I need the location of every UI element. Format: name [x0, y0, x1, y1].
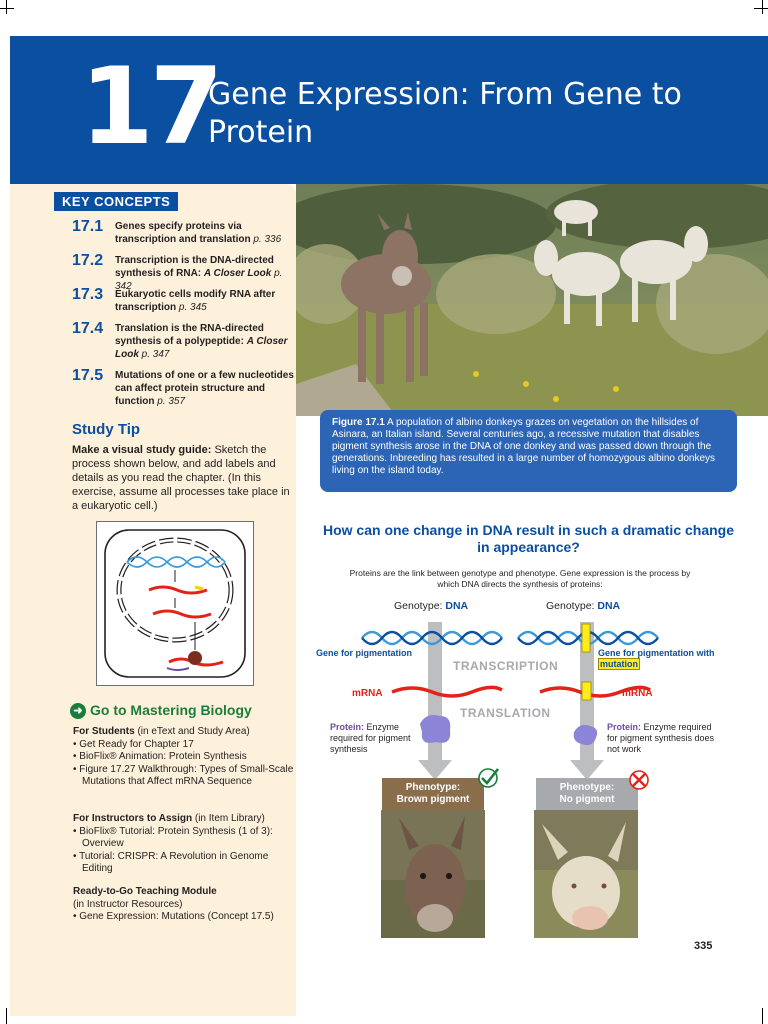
mrna-label-right: mRNA: [622, 688, 653, 699]
phenotype-brown-box: Phenotype: Brown pigment: [382, 778, 484, 810]
students-note: (in eText and Study Area): [137, 726, 250, 737]
study-tip-text: Sketch the process shown below, and add labels and details as you read the chapter. (In this exercise, assume all processes take place in a eukaryotic cell.): [72, 444, 290, 512]
protein-label-right: Protein: Enzyme required for pigment synthesis does not work: [607, 722, 715, 754]
list-item[interactable]: • Figure 17.27 Walkthrough: Types of Small-Scale Mutations that Affect mRNA Sequence: [73, 763, 294, 787]
key-concepts-label: KEY CONCEPTS: [54, 192, 178, 211]
genotype-right: Genotype: DNA: [546, 600, 621, 612]
concept-text: Translation is the RNA-directed synthesis of a polypeptide:: [115, 323, 264, 347]
mutation-highlight: mutation: [600, 659, 638, 669]
study-tip-body: [72, 443, 292, 513]
phenotype-none-box: Phenotype: No pigment: [536, 778, 638, 810]
concept-number: 17.1: [72, 218, 104, 235]
concept-text: Mutations of one or a few nucleotides can affect protein structure and function: [115, 370, 294, 407]
concept-page: p. 357: [157, 396, 186, 407]
arrow-right-icon: ➜: [70, 703, 86, 719]
concept-number: 17.4: [72, 320, 104, 337]
list-item[interactable]: • Get Ready for Chapter 17: [73, 738, 194, 750]
students-heading: For Students: [73, 726, 135, 737]
check-icon: [476, 767, 500, 789]
concept-number: 17.3: [72, 286, 104, 303]
mastering-title: Go to Mastering Biology: [90, 702, 252, 718]
diagram-question: How can one change in DNA result in such a dramatic change in appearance?: [322, 522, 735, 555]
genotype-left: Genotype: DNA: [394, 600, 469, 612]
list-item[interactable]: • Tutorial: CRISPR: A Revolution in Genome Editing: [73, 850, 269, 874]
study-tip-title: Study Tip: [72, 421, 141, 438]
concept-number: 17.2: [72, 252, 104, 269]
no-icon: [628, 769, 650, 791]
instructors-note: (in Item Library): [194, 813, 265, 824]
gene-label-left: Gene for pigmentation: [316, 648, 413, 658]
for-students-list: [73, 726, 295, 789]
concept-page: p. 336: [253, 234, 282, 245]
list-item[interactable]: • BioFlix® Tutorial: Protein Synthesis (1 of 3): Overview: [73, 825, 273, 849]
module-heading: Ready-to-Go Teaching Module: [73, 886, 217, 897]
mrna-label-left: mRNA: [352, 688, 383, 699]
chapter-number: 17: [80, 45, 220, 168]
concept-text: Transcription is the DNA-directed synthesis of RNA:: [115, 255, 274, 279]
concept-number: 17.5: [72, 367, 104, 384]
teaching-module-list: [73, 886, 295, 924]
translation-label: TRANSLATION: [460, 706, 551, 720]
list-item[interactable]: • BioFlix® Animation: Protein Synthesis: [73, 751, 247, 762]
albino-donkey-photo: [534, 810, 638, 938]
cell-sketch: [96, 521, 254, 686]
module-note: (in Instructor Resources): [73, 898, 183, 910]
figure-caption: [320, 410, 737, 492]
protein-label-left: Protein: Enzyme required for pigment synthesis: [330, 722, 411, 754]
concept-page: p. 347: [141, 349, 170, 360]
for-instructors-list: [73, 813, 295, 876]
concept-page: p. 345: [178, 302, 207, 313]
diagram-intro: Proteins are the link between genotype and phenotype. Gene expression is the process by which DNA directs the synthesis of proteins:: [349, 568, 691, 589]
figure-caption-text: A population of albino donkeys grazes on vegetation on the hillsides of Asinara, an Italian island. Several centuries ago, a recessive mutation that disables pigment synthesis arose in the DNA of one donkey and was passed down through the generations. Inbreeding has resulted in a large number of homozygous albino donkeys living on the island today.: [332, 417, 716, 476]
concept-page: p. 342: [115, 268, 283, 292]
concept-italic: A Closer Look: [203, 268, 272, 279]
gene-label-right: Gene for pigmentation with mutation: [598, 648, 715, 669]
concept-italic: A Closer Look: [115, 336, 288, 360]
chapter-title: Gene Expression: From Gene to Protein: [208, 77, 682, 150]
page-number: 335: [694, 940, 713, 952]
list-item[interactable]: • Gene Expression: Mutations (Concept 17.5): [73, 911, 274, 922]
instructors-heading: For Instructors to Assign: [73, 813, 193, 824]
mastering-biology-link[interactable]: [70, 702, 252, 719]
concept-text: Genes specify proteins via transcription and translation: [115, 221, 251, 245]
concept-text: Eukaryotic cells modify RNA after transcription: [115, 289, 276, 313]
chapter-header: [10, 36, 768, 184]
study-tip-bold: Make a visual study guide:: [72, 444, 212, 456]
transcription-label: TRANSCRIPTION: [453, 659, 559, 673]
albino-donkeys-photo: [296, 184, 768, 416]
brown-donkey-photo: [381, 810, 485, 938]
figure-label: Figure 17.1: [332, 417, 385, 428]
